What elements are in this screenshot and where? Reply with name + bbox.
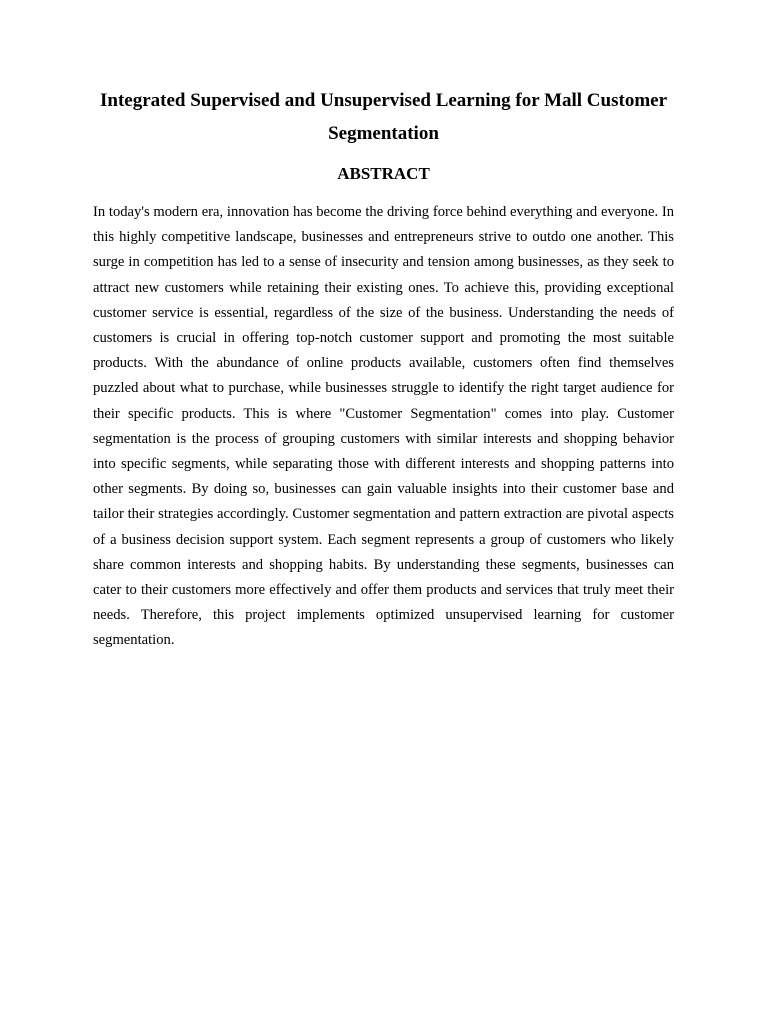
abstract-heading: ABSTRACT	[337, 164, 430, 183]
paper-title: Integrated Supervised and Unsupervised Learning for Mall Customer Segmentation	[99, 90, 668, 144]
abstract-paragraph: In today's modern era, innovation has become the driving force behind everything and everyone. In this highly competitive landscape, businesses and entrepreneurs strive to outdo one another. This surge in competition has led to a sense of insecurity and tension among businesses, as they seek to attract new customers while retaining their existing ones. To achieve this, providing exceptional customer service is essential, regardless of the size of the business. Understanding the needs of customers is crucial in offering top-notch customer support and promoting the most suitable products. With the abundance of online products available, customers often find themselves puzzled about what to purchase, while businesses struggle to identify the right target audience for their specific products. This is where "Customer Segmentation" comes into play. Customer segmentation is the process of grouping customers with similar interests and shopping behavior into specific segments, while separating those with different interests and shopping patterns into other segments. By doing so, businesses can gain valuable insights into their customer base and tailor their strategies accordingly. Customer segmentation and pattern extraction are pivotal aspects of a business decision support system. Each segment represents a group of customers who likely share common interests and shopping habits. By understanding these segments, businesses can cater to their customers more effectively and offer them products and services that truly meet their needs. Therefore, this project implements optimized unsupervised learning for customer segmentation.	[93, 204, 674, 649]
